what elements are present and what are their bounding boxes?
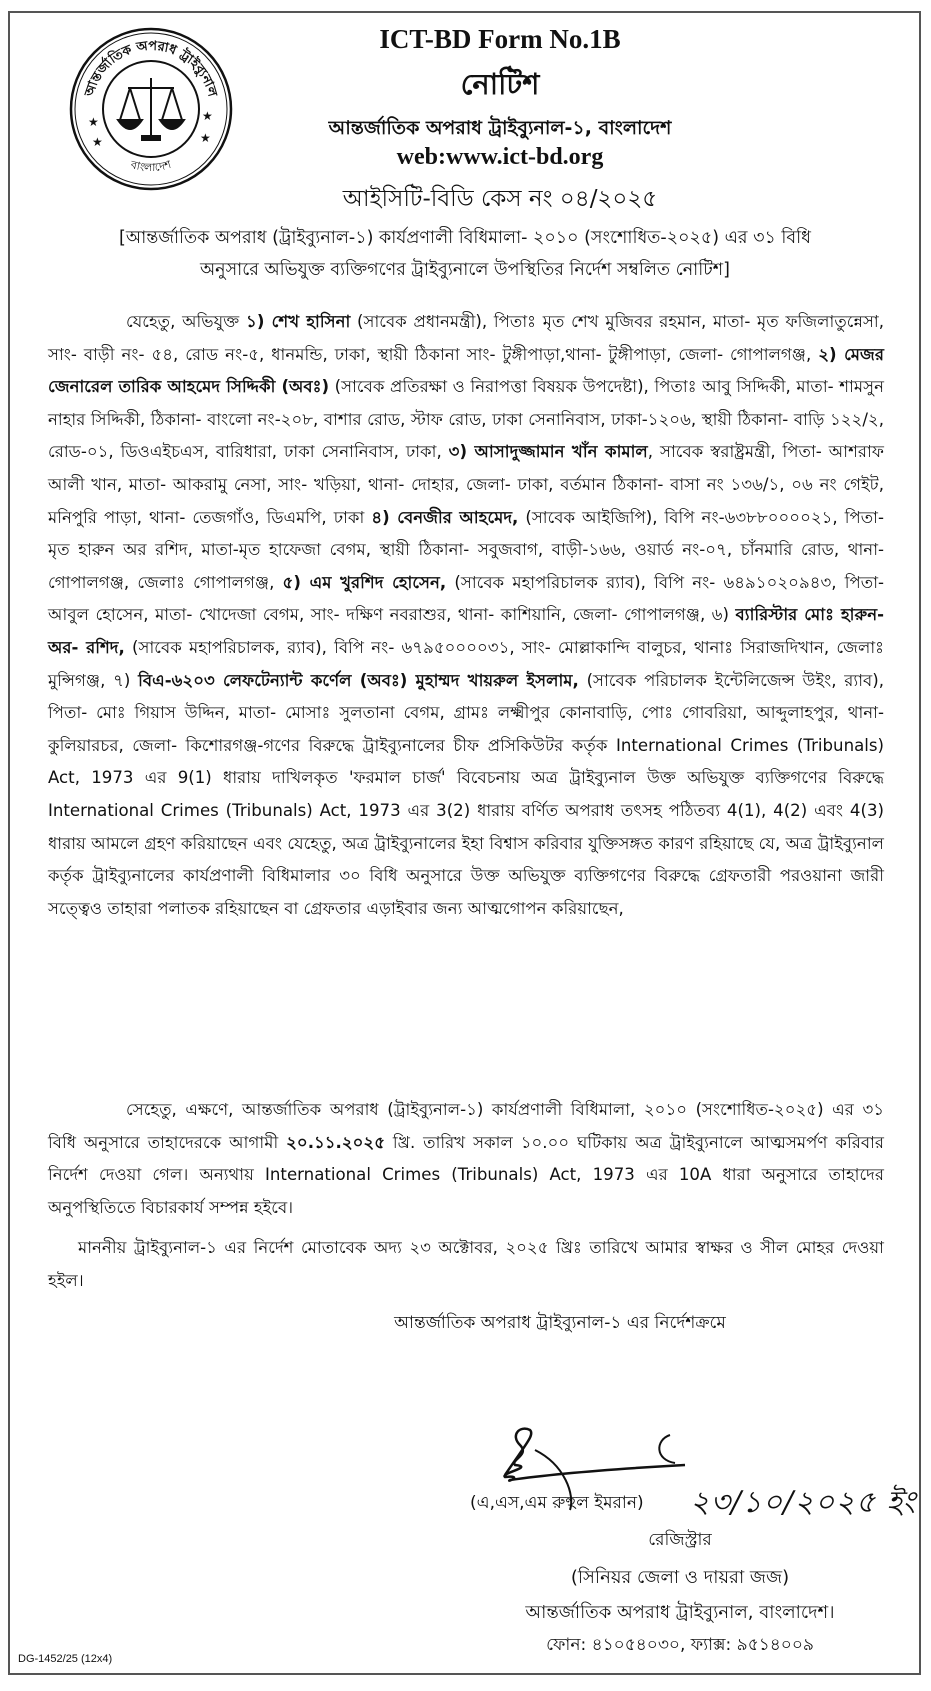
text-segment: (সাবেক প্রধানমন্ত্রী), পিতাঃ মৃত শেখ মুজিবর রহমান, মাতা- মৃত ফজিলাতুন্নেসা, সাং- বাড়ী নং- ৫৪, রোড নং-৫, ধানমন্ডি, ঢাকা, স্থায়ী ঠিকানা সাং- টুঙ্গীপাড়া,থানা- টুঙ্গীপাড়া, জেলা- গোপালগঞ্জ, [48, 312, 885, 364]
text-segment: মাননীয় ট্রাইব্যুনাল-১ এর নির্দেশ মোতাবেক অদ্য ২৩ অক্টোবর, ২০২৫ খ্রিঃ তারিখে আমার স্বাক্ষর ও সীল মোহর দেওয়া হইল। [48, 1238, 884, 1290]
text-segment: (সাবেক মহাপরিচালক র‍্যাব), বিপি নং- ৬৪৯১০২০৯৪৩, পিতা- আবুল হোসেন, মাতা- খোদেজা বেগম, সাং- দক্ষিণ নবরাশুর, থানা- কাশিয়ানি, জেলা- গোপালগঞ্জ, ৬) [48, 572, 884, 625]
text-segment: যেহেতু, অভিযুক্ত [126, 312, 247, 331]
svg-text:★: ★ [202, 109, 213, 123]
contact-info: ফোন: ৪১০৫৪০৩০, ফ্যাক্স: ৯৫১৪০০৯ [546, 1635, 814, 1655]
paragraph-surrender-order [48, 1094, 884, 1224]
notice-title: নোটিশ [460, 67, 540, 101]
handwritten-date: ২৩/১০/২০২৫ ইং [690, 1485, 917, 1520]
accused-name-segment: বিএ-৬২০৩ লেফটেন্যান্ট কর্ণেল (অবঃ) মুহাম্মদ খায়রুল ইসলাম, [138, 670, 579, 690]
office: আন্তর্জাতিক অপরাধ ট্রাইব্যুনাল, বাংলাদেশ। [525, 1602, 835, 1623]
website-link[interactable]: web:www.ict-bd.org [396, 144, 604, 170]
accused-name-segment: ৪) বেনজীর আহমেদ, [371, 507, 519, 527]
scales-of-justice-icon [118, 78, 184, 140]
tribunal-name: আন্তর্জাতিক অপরাধ ট্রাইব্যুনাল-১, বাংলাদেশ [328, 117, 672, 139]
svg-text:আন্তর্জাতিক অপরাধ ট্রাইব্যুনাল: আন্তর্জাতিক অপরাধ ট্রাইব্যুনাল [82, 38, 220, 99]
svg-text:★: ★ [200, 131, 211, 145]
svg-text:★: ★ [88, 115, 99, 129]
svg-text:বাংলাদেশ: বাংলাদেশ [129, 157, 173, 175]
text-segment: (সাবেক প্রতিরক্ষা ও নিরাপত্তা বিষয়ক উপদেষ্টা), পিতাঃ আবু সিদ্দিকী, মাতা- শামসুন নাহার সিদ্দিকী, ঠিকানা- বাংলো নং-২০৮, বাশার রোড, স্টাফ রোড, ঢাকা সেনানিবাস, ঢাকা-১২০৬, স্থায়ী ঠিকানা- বাড়ি ১২২/২, রোড-০১, ডিওএইচএস, বারিধারা, ঢাকা সেনানিবাস, ঢাকা, [48, 377, 884, 462]
text-segment: , সাবেক স্বরাষ্ট্রমন্ত্রী, পিতা- আশরাফ আলী খান, মাতা- আকরামু নেসা, সাং- খড়িয়া, থানা- দোহার, জেলা- ঢাকা, বর্তমান ঠিকানা- বাসা নং ১৩৬/১, ০৬ নং গেইট, মনিপুরি পাড়া, থানা- তেজগাঁও, ডিএমপি, ঢাকা [48, 442, 884, 527]
text-segment: (সাবেক পরিচালক ইন্টেলিজেন্স উইং, র‍্যাব), পিতা- মোঃ গিয়াস উদ্দিন, মাতা- মোসাঃ সুলতানা বেগম, গ্রামঃ লক্ষ্মীপুর কোনাবাড়ি, পোঃ গোবরিয়া, আব্দুলাহপুর, থানা- কুলিয়ারচর, জেলা- কিশোরগঞ্জ-গণের বিরুদ্ধে ট্রাইব্যুনালের চীফ প্রসিকিউটর কর্তৃক International Crimes (Tribunals) Act, 1973 এর 9(1) ধারায় দাখিলকৃত 'ফরমাল চার্জ' বিবেচনায় অত্র ট্রাইব্যুনাল উক্ত অভিযুক্ত ব্যক্তিগণের বিরুদ্ধে International Crimes (Tribunals) Act, 1973 এর 3(2) ধারায় বর্ণিত অপরাধ তৎসহ পঠিতব্য 4(1), 4(2) এবং 4(3) ধারায় আমলে গ্রহণ করিয়াছেন এবং যেহেতু, অত্র ট্রাইব্যুনালের ইহা বিশ্বাস করিবার যুক্তিসঙ্গত কারণ রহিয়াছে যে, অত্র ট্রাইব্যুনাল কর্তৃক ট্রাইব্যুনালের কার্যপ্রণালী বিধিমালার ৩০ বিধি অনুসারে উক্ত অভিযুক্ত ব্যক্তিগণের বিরুদ্ধে গ্রেফতারী পরওয়ানা জারী সত্ত্বেও তাহারা পলাতক রহিয়াছেন বা গ্রেফতার এড়াইবার জন্য আত্মগোপন করিয়াছেন, [48, 670, 884, 918]
accused-name-segment: ৩) আসাদুজ্জামান খাঁন কামাল [448, 442, 648, 462]
paragraph-seal [48, 1232, 884, 1297]
text-segment: খ্রি. তারিখ সকাল ১০.০০ ঘটিকায় অত্র ট্রাইব্যুনালে আত্মসমর্পণ করিবার নির্দেশ দেওয়া গেল। অন্যথায় International Crimes (Tribunals) Act, 1973 এর 10A ধারা অনুসারে তাহাদের অনুপস্থিতিতে বিচারকার্য সম্পন্ন হইবে। [48, 1132, 885, 1217]
footer-code: DG-1452/25 (12x4) [18, 1653, 113, 1665]
text-segment: (সাবেক আইজিপি), বিপি নং-৬৩৮৮০০০০২১, পিতা- মৃত হারুন অর রশিদ, মাতা-মৃত হাফেজা বেগম, স্থায়ী ঠিকানা- সবুজবাগ, বাড়ী-১৬৬, ওয়ার্ড নং-০৭, চাঁনমারি রোড, থানা- গোপালগঞ্জ, জেলাঃ গোপালগঞ্জ, [48, 507, 884, 592]
notice-subject-line: অনুসারে অভিযুক্ত ব্যক্তিগণের ট্রাইব্যুনালে উপস্থিতির নির্দেশ সম্বলিত নোটিশ] [200, 260, 730, 280]
form-number: ICT-BD Form No.1B [379, 24, 621, 54]
notice-subject [40, 222, 890, 286]
accused-name-segment: ৫) এম খুরশিদ হোসেন, [282, 572, 447, 592]
paragraph-accused [48, 306, 884, 925]
accused-name-segment: ২০.১১.২০২৫ [286, 1132, 385, 1152]
case-number: আইসিটি-বিডি কেস নং ০৪/২০২৫ [342, 186, 658, 212]
accused-name-segment: ২) মেজর জেনারেল তারিক আহমেদ সিদ্দিকী (অবঃ) [48, 344, 884, 397]
designation: রেজিস্ট্রার [648, 1530, 712, 1550]
by-order-line: আন্তর্জাতিক অপরাধ ট্রাইব্যুনাল-১ এর নির্দেশক্রমে [394, 1313, 726, 1333]
registrar-name: (এ,এস,এম রুহুল ইমরান) [470, 1493, 644, 1513]
accused-name-segment: ১) শেখ হাসিনা [246, 312, 351, 331]
text-segment: (সাবেক মহাপরিচালক, র‍্যাব), বিপি নং- ৬৭৯৫০০০০৩১, সাং- মোল্লাকান্দি বালুচর, থানাঃ সিরাজদিখান, জেলাঃ মুন্সিগঞ্জ, ৭) [48, 637, 884, 690]
svg-text:★: ★ [92, 135, 103, 149]
accused-name-segment: ব্যারিস্টার মোঃ হারুন-অর- রশিদ, [48, 605, 884, 657]
text-segment: সেহেতু, এক্ষণে, আন্তর্জাতিক অপরাধ (ট্রাইব্যুনাল-১) কার্যপ্রণালী বিধিমালা, ২০১০ (সংশোধিত-২০২৫) এর ৩১ বিধি অনুসারে তাহাদেরকে আগামী [48, 1100, 884, 1152]
notice-subject-line: [আন্তর্জাতিক অপরাধ (ট্রাইব্যুনাল-১) কার্যপ্রণালী বিধিমালা- ২০১০ (সংশোধিত-২০২৫) এর ৩১ বিধি [119, 228, 811, 248]
rank: (সিনিয়র জেলা ও দায়রা জজ) [570, 1567, 790, 1588]
